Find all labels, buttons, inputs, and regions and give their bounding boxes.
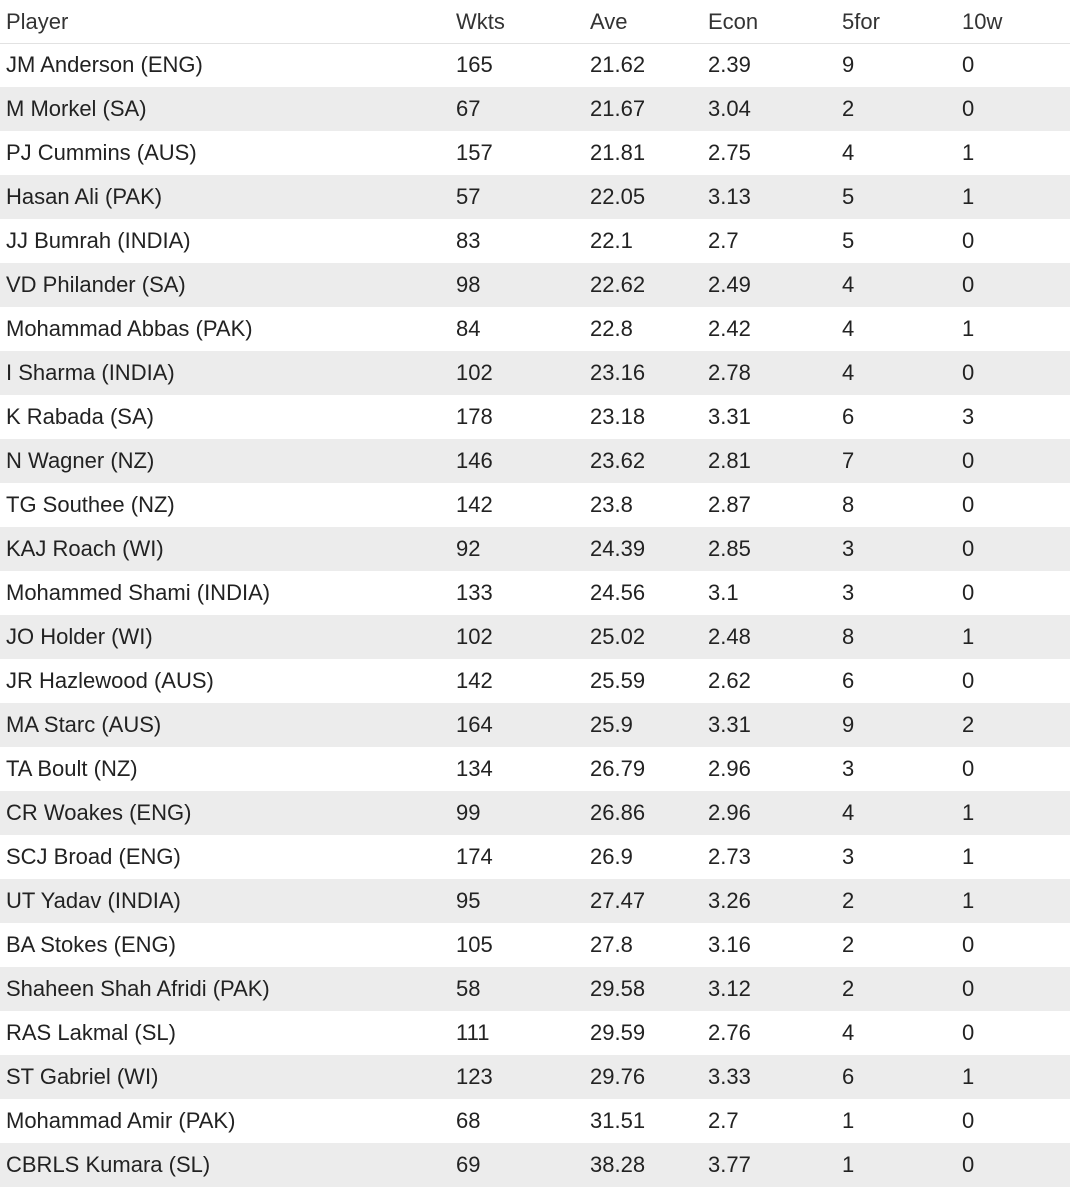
econ-cell: 2.78 [702,351,836,395]
10w-cell: 0 [956,527,1070,571]
column-header-10w: 10w [956,0,1070,43]
ave-cell: 21.62 [584,43,702,87]
10w-cell: 1 [956,1055,1070,1099]
player-cell: JJ Bumrah (INDIA) [0,219,450,263]
10w-cell: 0 [956,1143,1070,1187]
ave-cell: 22.62 [584,263,702,307]
ave-cell: 27.8 [584,923,702,967]
10w-cell: 0 [956,263,1070,307]
player-cell: K Rabada (SA) [0,395,450,439]
table-row [0,131,1070,175]
5for-cell: 9 [836,703,956,747]
wkts-cell: 69 [450,1143,584,1187]
5for-cell: 1 [836,1099,956,1143]
wkts-cell: 165 [450,43,584,87]
5for-cell: 1 [836,1143,956,1187]
5for-cell: 6 [836,659,956,703]
table-row [0,571,1070,615]
table-row [0,263,1070,307]
ave-cell: 23.8 [584,483,702,527]
table-row [0,923,1070,967]
wkts-cell: 105 [450,923,584,967]
table-row [0,747,1070,791]
econ-cell: 2.85 [702,527,836,571]
econ-cell: 3.31 [702,395,836,439]
5for-cell: 2 [836,923,956,967]
5for-cell: 4 [836,351,956,395]
econ-cell: 2.87 [702,483,836,527]
econ-cell: 3.31 [702,703,836,747]
5for-cell: 4 [836,263,956,307]
5for-cell: 4 [836,1011,956,1055]
player-cell: PJ Cummins (AUS) [0,131,450,175]
player-cell: JR Hazlewood (AUS) [0,659,450,703]
table-row [0,659,1070,703]
player-cell: Mohammad Amir (PAK) [0,1099,450,1143]
econ-cell: 3.16 [702,923,836,967]
wkts-cell: 174 [450,835,584,879]
ave-cell: 23.18 [584,395,702,439]
table-row [0,615,1070,659]
ave-cell: 25.59 [584,659,702,703]
10w-cell: 1 [956,307,1070,351]
ave-cell: 21.67 [584,87,702,131]
ave-cell: 29.76 [584,1055,702,1099]
ave-cell: 26.79 [584,747,702,791]
wkts-cell: 123 [450,1055,584,1099]
player-cell: BA Stokes (ENG) [0,923,450,967]
ave-cell: 22.1 [584,219,702,263]
10w-cell: 2 [956,703,1070,747]
10w-cell: 1 [956,615,1070,659]
player-cell: SCJ Broad (ENG) [0,835,450,879]
column-header-econ: Econ [702,0,836,43]
5for-cell: 3 [836,571,956,615]
table-header [0,0,1070,43]
table-row [0,967,1070,1011]
10w-cell: 1 [956,835,1070,879]
ave-cell: 25.02 [584,615,702,659]
10w-cell: 0 [956,747,1070,791]
5for-cell: 2 [836,967,956,1011]
econ-cell: 2.7 [702,1099,836,1143]
econ-cell: 2.81 [702,439,836,483]
ave-cell: 31.51 [584,1099,702,1143]
table-row [0,87,1070,131]
10w-cell: 1 [956,879,1070,923]
5for-cell: 9 [836,43,956,87]
10w-cell: 0 [956,1011,1070,1055]
table-row [0,395,1070,439]
column-header-ave: Ave [584,0,702,43]
5for-cell: 7 [836,439,956,483]
player-cell: M Morkel (SA) [0,87,450,131]
econ-cell: 3.04 [702,87,836,131]
table-row [0,879,1070,923]
10w-cell: 0 [956,571,1070,615]
wkts-cell: 95 [450,879,584,923]
10w-cell: 0 [956,967,1070,1011]
wkts-cell: 98 [450,263,584,307]
ave-cell: 25.9 [584,703,702,747]
table-row [0,483,1070,527]
econ-cell: 3.1 [702,571,836,615]
10w-cell: 0 [956,1099,1070,1143]
table-row [0,1143,1070,1187]
econ-cell: 2.96 [702,791,836,835]
wkts-cell: 178 [450,395,584,439]
5for-cell: 6 [836,1055,956,1099]
5for-cell: 4 [836,791,956,835]
5for-cell: 3 [836,747,956,791]
5for-cell: 3 [836,835,956,879]
ave-cell: 21.81 [584,131,702,175]
player-cell: CBRLS Kumara (SL) [0,1143,450,1187]
wkts-cell: 68 [450,1099,584,1143]
ave-cell: 27.47 [584,879,702,923]
econ-cell: 2.49 [702,263,836,307]
wkts-cell: 133 [450,571,584,615]
table-row [0,43,1070,87]
player-cell: JO Holder (WI) [0,615,450,659]
table-row [0,1099,1070,1143]
ave-cell: 22.8 [584,307,702,351]
wkts-cell: 67 [450,87,584,131]
wkts-cell: 157 [450,131,584,175]
player-cell: Mohammad Abbas (PAK) [0,307,450,351]
5for-cell: 6 [836,395,956,439]
player-cell: I Sharma (INDIA) [0,351,450,395]
wkts-cell: 84 [450,307,584,351]
table-row [0,351,1070,395]
player-cell: RAS Lakmal (SL) [0,1011,450,1055]
econ-cell: 2.39 [702,43,836,87]
table-row [0,835,1070,879]
5for-cell: 2 [836,87,956,131]
ave-cell: 29.58 [584,967,702,1011]
5for-cell: 5 [836,219,956,263]
5for-cell: 4 [836,131,956,175]
wkts-cell: 134 [450,747,584,791]
wkts-cell: 146 [450,439,584,483]
player-cell: TG Southee (NZ) [0,483,450,527]
ave-cell: 24.39 [584,527,702,571]
econ-cell: 3.33 [702,1055,836,1099]
ave-cell: 26.86 [584,791,702,835]
5for-cell: 4 [836,307,956,351]
table-row [0,219,1070,263]
wkts-cell: 57 [450,175,584,219]
ave-cell: 23.62 [584,439,702,483]
wkts-cell: 102 [450,351,584,395]
10w-cell: 0 [956,483,1070,527]
wkts-cell: 142 [450,483,584,527]
player-cell: UT Yadav (INDIA) [0,879,450,923]
table-row [0,1011,1070,1055]
wkts-cell: 83 [450,219,584,263]
wkts-cell: 58 [450,967,584,1011]
10w-cell: 0 [956,43,1070,87]
wkts-cell: 142 [450,659,584,703]
econ-cell: 3.26 [702,879,836,923]
ave-cell: 29.59 [584,1011,702,1055]
player-cell: JM Anderson (ENG) [0,43,450,87]
ave-cell: 22.05 [584,175,702,219]
5for-cell: 2 [836,879,956,923]
player-cell: VD Philander (SA) [0,263,450,307]
column-header-5for: 5for [836,0,956,43]
econ-cell: 3.12 [702,967,836,1011]
player-cell: MA Starc (AUS) [0,703,450,747]
player-cell: TA Boult (NZ) [0,747,450,791]
10w-cell: 3 [956,395,1070,439]
10w-cell: 0 [956,219,1070,263]
column-header-wkts: Wkts [450,0,584,43]
player-cell: KAJ Roach (WI) [0,527,450,571]
5for-cell: 5 [836,175,956,219]
10w-cell: 0 [956,87,1070,131]
player-cell: N Wagner (NZ) [0,439,450,483]
table-body [0,43,1070,1187]
econ-cell: 2.76 [702,1011,836,1055]
econ-cell: 2.42 [702,307,836,351]
ave-cell: 38.28 [584,1143,702,1187]
5for-cell: 8 [836,615,956,659]
econ-cell: 2.7 [702,219,836,263]
wkts-cell: 111 [450,1011,584,1055]
10w-cell: 1 [956,791,1070,835]
10w-cell: 0 [956,659,1070,703]
ave-cell: 23.16 [584,351,702,395]
header-row [0,0,1070,43]
table-row [0,439,1070,483]
econ-cell: 2.48 [702,615,836,659]
table-row [0,703,1070,747]
player-cell: ST Gabriel (WI) [0,1055,450,1099]
10w-cell: 1 [956,175,1070,219]
econ-cell: 2.96 [702,747,836,791]
table-row [0,527,1070,571]
column-header-player: Player [0,0,450,43]
econ-cell: 2.62 [702,659,836,703]
player-cell: Hasan Ali (PAK) [0,175,450,219]
5for-cell: 8 [836,483,956,527]
5for-cell: 3 [836,527,956,571]
econ-cell: 3.13 [702,175,836,219]
table-row [0,1055,1070,1099]
econ-cell: 2.73 [702,835,836,879]
table-row [0,175,1070,219]
ave-cell: 26.9 [584,835,702,879]
10w-cell: 0 [956,923,1070,967]
player-cell: CR Woakes (ENG) [0,791,450,835]
player-cell: Shaheen Shah Afridi (PAK) [0,967,450,1011]
table-row [0,791,1070,835]
wkts-cell: 164 [450,703,584,747]
wkts-cell: 99 [450,791,584,835]
wkts-cell: 102 [450,615,584,659]
wkts-cell: 92 [450,527,584,571]
ave-cell: 24.56 [584,571,702,615]
10w-cell: 1 [956,131,1070,175]
player-cell: Mohammed Shami (INDIA) [0,571,450,615]
table-row [0,307,1070,351]
10w-cell: 0 [956,351,1070,395]
10w-cell: 0 [956,439,1070,483]
econ-cell: 3.77 [702,1143,836,1187]
econ-cell: 2.75 [702,131,836,175]
